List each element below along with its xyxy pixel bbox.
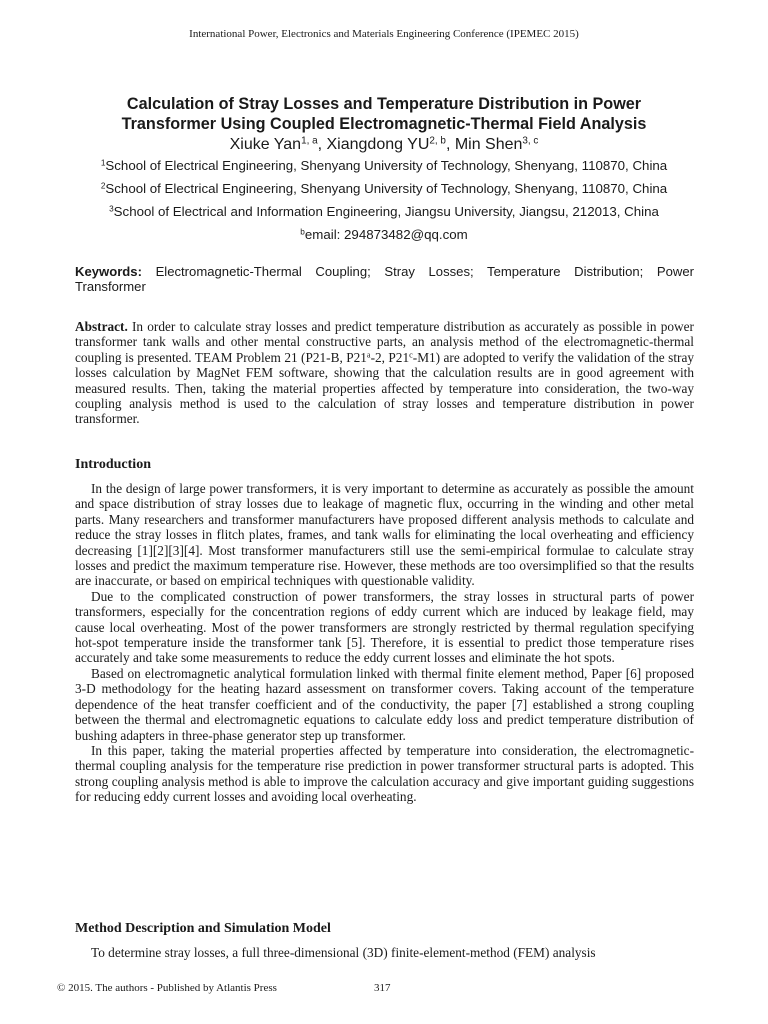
affiliation-3	[0, 204, 768, 219]
abstract	[75, 319, 694, 427]
method-paragraph: To determine stray losses, a full three-dimensional (3D) finite-element-method (FEM) analysis	[91, 945, 596, 960]
author-name: Min Shen	[454, 136, 523, 153]
abstract-superscript-a: a	[366, 350, 371, 360]
author-name: Xiuke Yan	[229, 136, 302, 153]
copyright-notice: © 2015. The authors - Published by Atlantis Press	[57, 982, 277, 994]
email-superscript: b	[300, 227, 305, 237]
author-superscript: 2, b	[429, 135, 446, 147]
conference-header: International Power, Electronics and Materials Engineering Conference (IPEMEC 2015)	[189, 28, 579, 40]
affiliation-1	[0, 158, 768, 173]
author-list	[0, 136, 768, 154]
contact-email	[0, 227, 768, 242]
affiliation-2	[0, 181, 768, 196]
intro-paragraph-1: In the design of large power transformers, it is very important to determine as accurately as possible the amount and space distribution of stray losses due to leakage of magnetic flux, occurring in the winding and other metal parts. Many researchers and transformer manufacturers have proposed different analysis methods to calculate and reduce the stray losses in flitch plates, frames, and tank walls for eliminating the local overheating and efficiency decreasing [1][2][3][4]. Most transformer manufacturers still use the semi-empirical formulae to calculate stray losses and predict the maximum temperature rise. However, these methods are too oversimplified so that the results are inaccurate, or based on empirical techniques with questionable validity.	[75, 481, 694, 589]
keywords-text: Electromagnetic-Thermal Coupling; Stray Losses; Temperature Distribution; Power Transformer	[75, 264, 694, 294]
abstract-text-2: -2, P21	[370, 349, 410, 365]
email-text: email: 294873482@qq.com	[304, 227, 468, 242]
keywords	[75, 264, 694, 294]
paper-title	[60, 94, 708, 134]
intro-paragraph-4: In this paper, taking the material properties affected by temperature into consideration, the electromagnetic-thermal coupling analysis for the temperature rise prediction in power transformer structural parts is adopted. This strong coupling analysis method is able to improve the calculation accuracy and give important guiding suggestions for reducing eddy current losses and avoiding local overheating.	[75, 742, 694, 805]
author-superscript: 1, a	[301, 135, 318, 147]
affiliation-text: School of Electrical Engineering, Shenyang University of Technology, Shenyang, 110870, China	[105, 181, 668, 196]
abstract-label: Abstract.	[75, 319, 128, 334]
affiliation-text: School of Electrical and Information Engineering, Jiangsu University, Jiangsu, 212013, China	[113, 204, 659, 219]
author-name: Xiangdong YU	[326, 136, 430, 153]
intro-paragraph-2: Due to the complicated construction of power transformers, the stray losses in structural parts of power transformers, especially for the concentration regions of eddy current which are induced by leakage field, may cause local overheating. Most of the power transformers are strongly restricted by thermal regulation specifying hot-spot temperature inside the transformer tank [5]. Therefore, it is essential to predict those temperature rises accurately and take some measurements to reduce the eddy current losses and eliminate the hot spots.	[75, 588, 694, 666]
introduction-heading: Introduction	[75, 457, 151, 472]
affiliation-superscript: 2	[100, 181, 106, 191]
method-heading: Method Description and Simulation Model	[75, 921, 331, 936]
author-superscript: 3, c	[522, 135, 539, 147]
affiliation-text: School of Electrical Engineering, Shenyang University of Technology, Shenyang, 110870, China	[105, 158, 668, 173]
abstract-superscript-c: c	[409, 350, 413, 360]
intro-paragraph-3: Based on electromagnetic analytical formulation linked with thermal finite element method, Paper [6] proposed 3-D methodology for the heating hazard assessment on transformer covers. Taking account of the temperature dependence of the heat transfer coefficient and of the conductivity, the paper [7] established a strong coupling between the thermal and electromagnetic equations to calculate eddy loss and predict temperature distribution of bushing adapters in three-phase generator step up transformer.	[75, 665, 694, 743]
abstract-text-3: -M1) are adopted to verify the validation of the stray losses calculation by MagNet FEM software, showing that the calculation results are in good agreement with measured results. Then, taking the material properties affected by temperature into consideration, the two-way coupling analysis method is used to the calculation of stray losses and temperature distribution in power transformer.	[75, 349, 694, 427]
introduction-body	[75, 481, 694, 805]
keywords-label: Keywords:	[75, 264, 142, 279]
page-number: 317	[374, 982, 391, 994]
affiliation-superscript: 1	[100, 158, 106, 168]
author-separator: ,	[445, 136, 455, 153]
abstract-text-1: In order to calculate stray losses and predict temperature distribution as accurately as possible in power transformer tank walls and other mental constructive parts, an analysis method of the electromagnetic-thermal coupling is presented. TEAM Problem 21 (P21-B, P21	[75, 319, 694, 365]
affiliation-superscript: 3	[109, 204, 114, 214]
author-separator: ,	[317, 136, 327, 153]
title-line-2: Transformer Using Coupled Electromagnetic-Thermal Field Analysis	[121, 115, 647, 133]
title-line-1: Calculation of Stray Losses and Temperature Distribution in Power	[126, 95, 642, 113]
